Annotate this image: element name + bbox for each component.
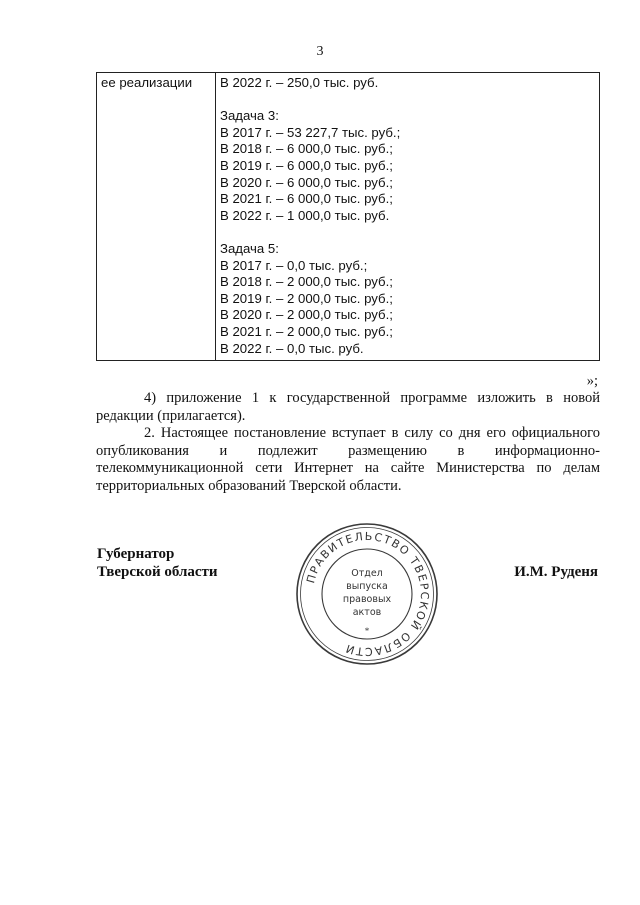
paragraph-effective-line-4: территориальных образований Тверской области. xyxy=(96,477,402,494)
signatory-title xyxy=(97,545,218,581)
table-value-line: В 2019 г. – 6 000,0 тыс. руб.; xyxy=(220,157,393,173)
table-blank-line xyxy=(220,224,595,241)
signatory-name: И.М. Руденя xyxy=(514,564,598,580)
signatory-title-line-1: Губернатор xyxy=(97,546,175,562)
paragraph-amendment-text: 4) приложение 1 к государственной программе изложить в новой редакции (прилагается). xyxy=(96,390,600,424)
table-row xyxy=(97,73,600,361)
paragraph-amendment xyxy=(96,390,600,425)
official-stamp xyxy=(294,521,440,667)
stamp-center-line-3: правовых xyxy=(342,594,392,605)
paragraph-effective-line-1: 2. Настоящее постановление вступает в силу со дня его официального xyxy=(144,425,600,441)
table-cell-values xyxy=(216,73,600,361)
paragraph-effective xyxy=(96,425,600,495)
stamp-center-line-2: выпуска xyxy=(346,581,388,592)
table-value-line: В 2021 г. – 6 000,0 тыс. руб.; xyxy=(220,191,393,207)
table-value-line: Задача 3: xyxy=(220,108,279,124)
table-value-line: В 2018 г. – 6 000,0 тыс. руб.; xyxy=(220,141,393,157)
table-blank-line xyxy=(220,92,595,109)
stamp-center-line-4: актов xyxy=(352,607,382,618)
table-value-line: В 2020 г. – 2 000,0 тыс. руб.; xyxy=(220,307,393,323)
signatory-title-line-2: Тверской области xyxy=(97,564,218,580)
table-value-line: В 2022 г. – 1 000,0 тыс. руб. xyxy=(220,207,390,223)
table-value-line: В 2017 г. – 0,0 тыс. руб.; xyxy=(220,257,368,273)
paragraph-effective-line-2: опубликования и подлежит размещению в информационно- xyxy=(96,442,600,459)
stamp-center-line-1: Отдел xyxy=(351,568,383,579)
table-value-line: В 2017 г. – 53 227,7 тыс. руб.; xyxy=(220,124,401,140)
closing-quote: »; xyxy=(586,373,598,389)
funding-table xyxy=(96,72,600,361)
table-value-line: В 2022 г. – 0,0 тыс. руб. xyxy=(220,340,364,356)
paragraph-effective-line-3: телекоммуникационной сети Интернет на сайте Министерства по делам xyxy=(96,460,600,476)
table-value-line: В 2018 г. – 2 000,0 тыс. руб.; xyxy=(220,274,393,290)
table-value-line: В 2019 г. – 2 000,0 тыс. руб.; xyxy=(220,290,393,306)
table-value-line: Задача 5: xyxy=(220,240,279,256)
table-cell-label: ее реализации xyxy=(97,73,216,361)
stamp-ring-text: ПРАВИТЕЛЬСТВО ТВЕРСКОЙ ОБЛАСТИ xyxy=(304,529,432,659)
table-value-line: В 2020 г. – 6 000,0 тыс. руб.; xyxy=(220,174,393,190)
stamp-star-icon: * xyxy=(364,626,370,636)
table-value-line: В 2021 г. – 2 000,0 тыс. руб.; xyxy=(220,323,393,339)
page-number: 3 xyxy=(316,44,324,59)
table-value-line: В 2022 г. – 250,0 тыс. руб. xyxy=(220,75,379,90)
